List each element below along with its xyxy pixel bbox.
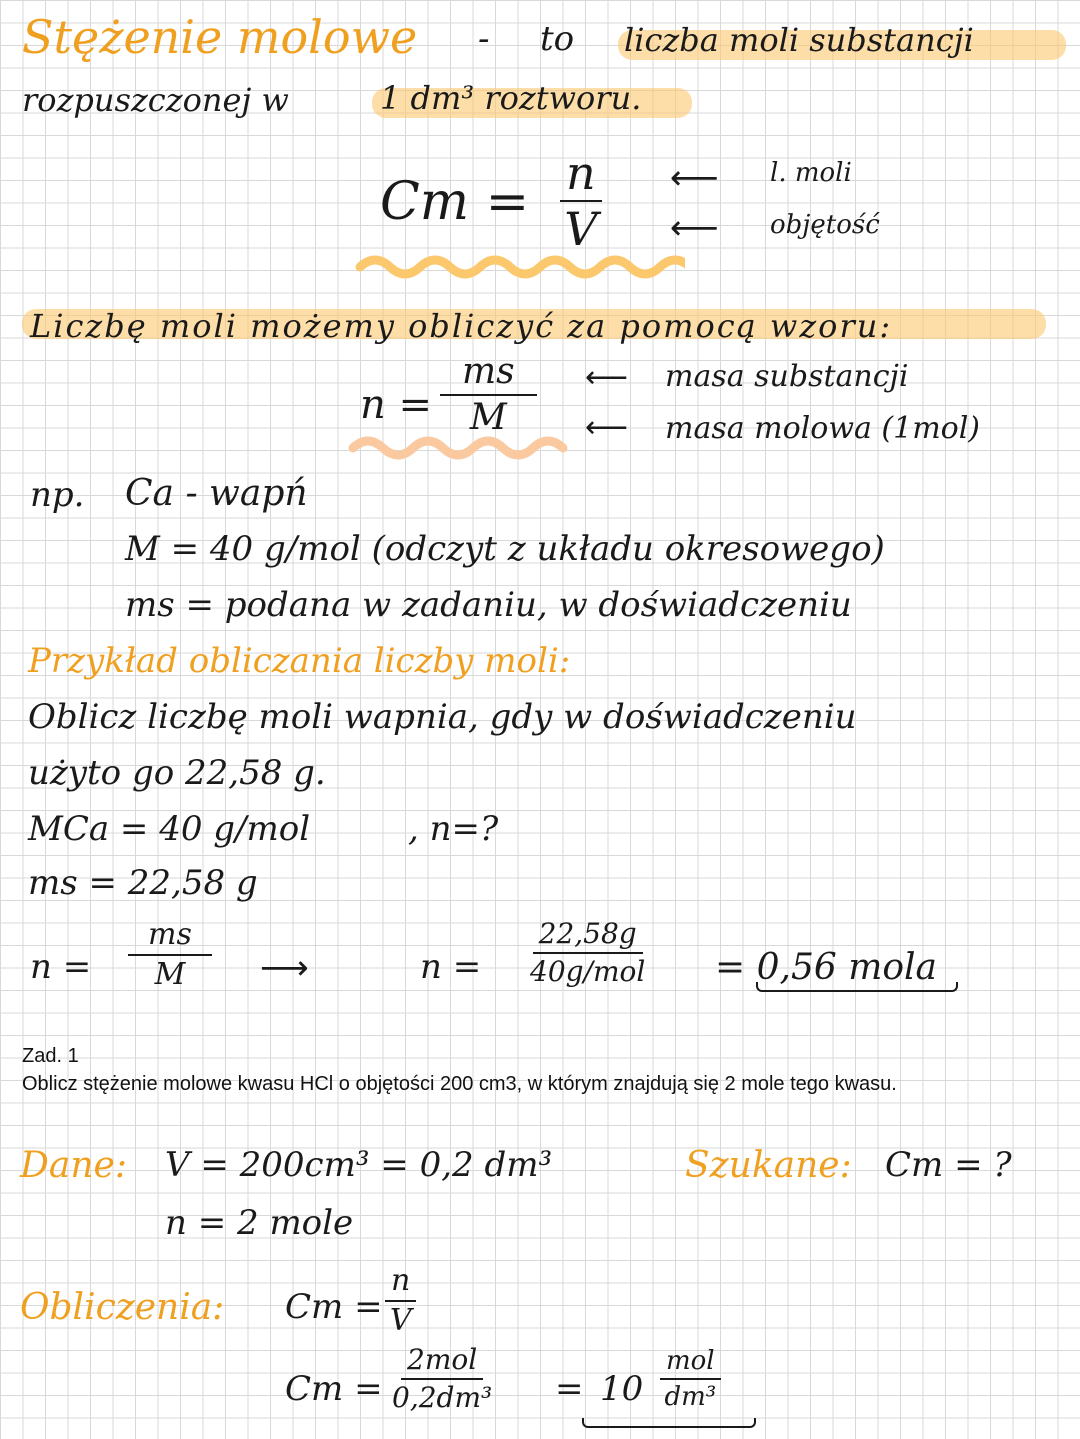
- task-label: Zad. 1: [22, 1045, 79, 1067]
- calc-f1-den: V: [389, 1303, 412, 1338]
- wave-underline-decoration: [355, 255, 685, 279]
- przyklad-given1b: , n=?: [408, 809, 499, 849]
- calc-f2-unit-num: mol: [660, 1348, 721, 1380]
- obliczenia-label: Obliczenia:: [20, 1287, 225, 1328]
- result-underline: [756, 982, 958, 992]
- formula-cm-den: V: [564, 202, 598, 256]
- przyklad-calc-num: ms: [128, 920, 212, 956]
- calc-f2-result: 10: [600, 1369, 644, 1409]
- def-highlight-text-2: 1 dm³ roztworu.: [380, 79, 642, 117]
- calc-f1-num: n: [385, 1266, 416, 1302]
- moles-den: M: [469, 397, 507, 438]
- przyklad-heading: Przykład obliczania liczby moli:: [28, 641, 571, 681]
- przyklad-result: = 0,56 mola: [715, 947, 937, 988]
- szukane-value: Cm = ?: [885, 1145, 1012, 1185]
- def-text-to: to: [540, 19, 575, 59]
- calc-f2-unit-den: dm³: [664, 1382, 717, 1412]
- przyklad-given1: MCa = 40 g/mol: [28, 809, 311, 849]
- dane-line1: V = 200cm³ = 0,2 dm³: [165, 1145, 553, 1185]
- moles-fraction: [440, 351, 537, 438]
- przyklad-calc2-num: 22,58g: [533, 920, 643, 954]
- moles-lhs: n =: [360, 382, 432, 428]
- formula-cm-label-den: objętość: [770, 210, 880, 240]
- example-line1: Ca - wapń: [125, 473, 308, 514]
- formula-cm-num: n: [560, 150, 602, 202]
- przyklad-calc2-fraction: [530, 917, 646, 988]
- arrow-left-icon: ⟵: [670, 158, 719, 198]
- def-dash: -: [478, 19, 490, 59]
- przyklad-calc2-den: 40g/mol: [530, 955, 646, 988]
- calc-f2-unit: [660, 1348, 721, 1410]
- example-line3: ms = podana w zadaniu, w doświadczeniu: [125, 585, 852, 625]
- przyklad-task-line1: Oblicz liczbę moli wapnia, gdy w doświadczeniu: [28, 697, 857, 737]
- moles-label-num: masa substancji: [665, 359, 909, 394]
- example-line2: M = 40 g/mol (odczyt z układu okresowego): [125, 529, 885, 569]
- result-underline: [582, 1418, 756, 1428]
- moles-label-den: masa molowa (1mol): [665, 411, 981, 446]
- calc-f2-lhs: Cm =: [285, 1369, 383, 1409]
- przyklad-task-line2: użyto go 22,58 g.: [28, 753, 326, 793]
- arrow-right-icon: ⟶: [260, 948, 309, 988]
- moles-num: ms: [440, 354, 537, 396]
- formula-cm-lhs: Cm =: [380, 172, 530, 232]
- przyklad-given2: ms = 22,58 g: [28, 863, 258, 903]
- wave-underline-decoration: [348, 436, 568, 460]
- calc-f1-fraction: [385, 1263, 416, 1338]
- arrow-left-icon: ⟵: [585, 410, 629, 445]
- przyklad-calc-fraction: [128, 917, 212, 992]
- przyklad-calc2-lhs: n =: [420, 947, 482, 987]
- dane-label: Dane:: [20, 1145, 127, 1186]
- formula-cm-label-num: l. moli: [770, 158, 852, 188]
- title-stezenie-molowe: Stężenie molowe: [22, 10, 418, 64]
- def-text-rozpuszczonej: rozpuszczonej w: [22, 81, 289, 119]
- calc-f2-num: 2mol: [401, 1346, 483, 1380]
- calc-f2-den: 0,2dm³: [392, 1381, 493, 1414]
- arrow-left-icon: ⟵: [585, 360, 629, 395]
- szukane-label: Szukane:: [685, 1145, 852, 1186]
- example-np: np.: [30, 475, 85, 515]
- moles-heading: Liczbę moli możemy obliczyć za pomocą wzoru:: [30, 307, 893, 345]
- przyklad-calc-lhs: n =: [30, 947, 92, 987]
- calc-f2-fraction: [392, 1343, 493, 1414]
- formula-cm-fraction: [560, 146, 602, 256]
- task-text: Oblicz stężenie molowe kwasu HCl o objętości 200 cm3, w którym znajdują się 2 mole tego kwasu.: [22, 1073, 897, 1095]
- def-highlight-text-1: liczba moli substancji: [624, 21, 974, 59]
- arrow-left-icon: ⟵: [670, 208, 719, 248]
- przyklad-calc-den: M: [154, 957, 186, 992]
- calc-f1-lhs: Cm =: [285, 1287, 383, 1327]
- dane-line2: n = 2 mole: [165, 1203, 354, 1243]
- calc-f2-eq: =: [555, 1369, 584, 1409]
